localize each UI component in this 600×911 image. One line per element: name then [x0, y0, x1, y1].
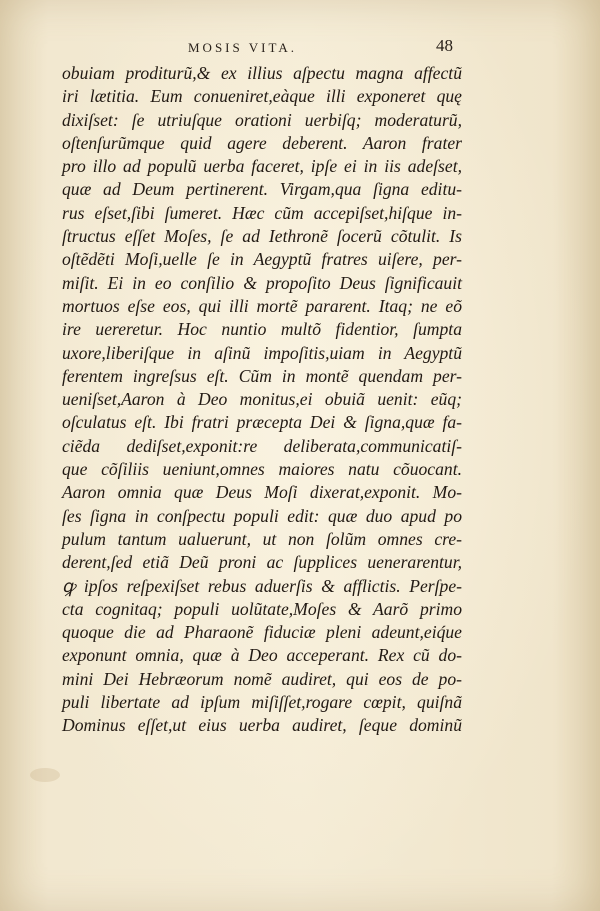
- text-line: que cõſiliis ueniunt,omnes maiores natu cõuocant.: [62, 459, 462, 480]
- text-line: derent,ſed etiã Deũ proni ac ſupplices uenerarentur,: [62, 552, 462, 573]
- text-line: pro illo ad populũ uerba faceret, ipſe ei in iis adeſset,: [62, 156, 462, 177]
- running-head: [0, 36, 600, 62]
- text-line: quoque die ad Pharaonẽ fiduciæ pleni adeunt,eiq́ue: [62, 622, 462, 643]
- page-number: 48: [436, 36, 453, 55]
- text-line: Aaron omnia quæ Deus Moſi dixerat,exponit. Mo-: [62, 482, 462, 503]
- text-line: iri lætitia. Eum conueniret,eàque illi exponeret quę: [62, 86, 462, 107]
- text-line: ſes ſigna in conſpectu populi edit: quæ duo apud po: [62, 505, 462, 526]
- text-line: miſit. Ei in eo conſilio & propoſito Deus ſignificauit: [62, 272, 462, 293]
- text-line: exponunt omnia, quæ à Deo acceperant. Rex cũ do-: [62, 645, 462, 666]
- text-line: puli libertate ad ipſum miſiſſet,rogare cœpit, quiſnã: [62, 692, 462, 713]
- text-line: rus eſset,ſibi ſumeret. Hæc cũm accepiſset,hiſque in-: [62, 202, 462, 223]
- text-line: mortuos eſse eos, qui illi mortẽ pararent. Itaq; ne eõ: [62, 295, 462, 316]
- body-text: [62, 62, 462, 738]
- text-line: ferentem ingreſsus eſt. Cũm in montẽ quendam per-: [62, 365, 462, 386]
- running-title: MOSIS VITA.: [188, 40, 298, 55]
- text-line: cta cognitaq; populi uolũtate,Moſes & Aarõ primo: [62, 598, 462, 619]
- text-line: uxore,liberiſque in aſinũ impoſitis,uiam in Aegyptũ: [62, 342, 462, 363]
- text-line: dixiſset: ſe utriuſque orationi uerbiſq; moderaturũ,: [62, 109, 462, 130]
- text-line: ſtructus eſſet Moſes, ſe ad Iethronẽ ſocerũ cõtulit. Is: [62, 226, 462, 247]
- paper-stain: [30, 768, 60, 782]
- text-line: obuiam proditurũ,& ex illius aſpectu magna affectũ: [62, 63, 462, 83]
- text-line: oſtenſurũmque quid agere deberent. Aaron frater: [62, 132, 462, 153]
- text-line: oſtẽdẽti Moſi,uelle ſe in Aegyptũ fratres uiſere, per-: [62, 249, 462, 270]
- text-line: pulum tantum ualuerunt, ut non ſolũm omnes cre-: [62, 528, 462, 549]
- text-line: mini Dei Hebræorum nomẽ audiret, qui eos de po-: [62, 668, 462, 689]
- text-line: oſculatus eſt. Ibi fratri præcepta Dei & ſigna,quæ fa-: [62, 412, 462, 433]
- text-line: ire uereretur. Hoc nuntio multõ fidentior, ſumpta: [62, 319, 462, 340]
- text-line: ueniſset,Aaron à Deo monitus,ei obuiã uenit: eũq;: [62, 389, 462, 410]
- text-line: ꝙ ipſos reſpexiſset rebus aduerſis & afflictis. Perſpe-: [62, 575, 462, 596]
- text-line: quæ ad Deum pertinerent. Virgam,qua ſigna editu-: [62, 179, 462, 200]
- text-line: Dominus eſſet,ut eius uerba audiret, ſeque dominũ: [62, 715, 462, 736]
- text-line: ciẽda dediſset,exponit:re deliberata,communicatiſ-: [62, 435, 462, 456]
